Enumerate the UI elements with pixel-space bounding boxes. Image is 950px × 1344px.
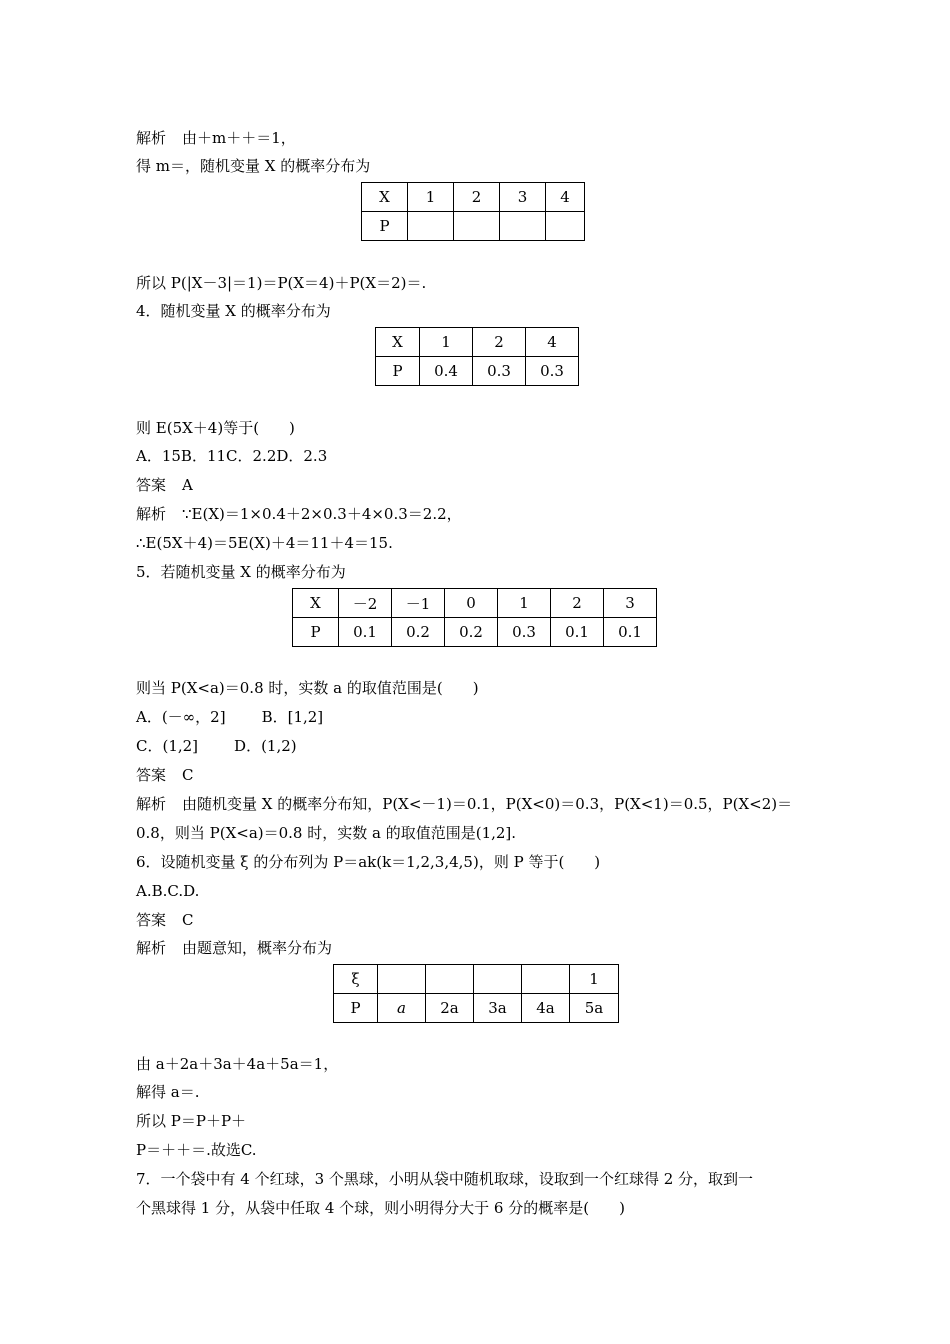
- distribution-table-4: [333, 964, 619, 1023]
- question-5-solution-1: [136, 794, 792, 814]
- table-cell: [454, 212, 500, 241]
- question-5-stem: 则当 P(X<a)＝0.8 时，实数 a 的取值范围是( ): [136, 679, 479, 697]
- table-cell: [426, 965, 474, 994]
- table-cell: 0.2: [392, 618, 445, 647]
- table-cell: 0.2: [445, 618, 498, 647]
- table-cell: 0: [445, 589, 498, 618]
- table-row: [334, 965, 619, 994]
- solution-line-3: 所以 P(|X－3|＝1)＝P(X＝4)＋P(X＝2)＝.: [136, 274, 427, 292]
- question-4-solution-2: ∴E(5X＋4)＝5E(X)＋4＝11＋4＝15.: [136, 534, 393, 552]
- table-cell: 2a: [426, 994, 474, 1023]
- solution-label: 解析: [136, 939, 167, 957]
- answer-label: 答案: [136, 476, 167, 494]
- table-cell: 1: [408, 183, 454, 212]
- solution-label: 解析: [136, 505, 167, 523]
- question-5-options-1: [136, 707, 323, 727]
- table-cell: 0.3: [473, 357, 526, 386]
- question-6-line-3: 所以 P＝P＋P＋: [136, 1112, 247, 1130]
- option-b: B．[1,2]: [261, 708, 324, 726]
- table-cell: X: [293, 589, 339, 618]
- question-6-line-1: 由 a＋2a＋3a＋4a＋5a＝1，: [136, 1055, 339, 1073]
- table-cell: P: [293, 618, 339, 647]
- table-cell: 4: [546, 183, 585, 212]
- question-5-options-2: [136, 736, 297, 756]
- table-row: [362, 212, 585, 241]
- table-cell: 0.3: [526, 357, 579, 386]
- table-cell: 0.1: [551, 618, 604, 647]
- question-7-line-2: 个黑球得 1 分，从袋中任取 4 个球，则小明得分大于 6 分的概率是( ): [136, 1199, 625, 1217]
- distribution-table-1: [361, 182, 585, 241]
- option-a: A．(－∞，2]: [136, 708, 226, 726]
- question-6-title: 6．设随机变量 ξ 的分布列为 P＝ak(k＝1,2,3,4,5)，则 P 等于( ): [136, 853, 601, 871]
- distribution-table-3: [292, 588, 657, 647]
- answer-value: C: [182, 911, 194, 929]
- table-cell: [408, 212, 454, 241]
- answer-value: A: [182, 476, 193, 494]
- question-7-line-1: 7．一个袋中有 4 个红球，3 个黑球，小明从袋中随机取球，设取到一个红球得 2 分，取到一: [136, 1170, 754, 1188]
- question-4-options: A．15B．11C．2.2D．2.3: [136, 447, 328, 465]
- table-cell: －1: [392, 589, 445, 618]
- table-cell: 1: [498, 589, 551, 618]
- solution-line-2: 得 m＝，随机变量 X 的概率分布为: [136, 157, 371, 175]
- question-6-line-2: 解得 a＝.: [136, 1083, 200, 1101]
- question-6-answer: [136, 910, 194, 930]
- table-cell: X: [362, 183, 408, 212]
- option-c: C．(1,2]: [136, 737, 199, 755]
- table-cell: 1: [570, 965, 619, 994]
- table-cell: 1: [420, 328, 473, 357]
- question-6-line-4: P＝＋＋＝.故选C.: [136, 1141, 257, 1159]
- table-cell: [500, 212, 546, 241]
- table-cell: 0.3: [498, 618, 551, 647]
- table-cell: P: [376, 357, 420, 386]
- table-cell: 2: [551, 589, 604, 618]
- table-cell: X: [376, 328, 420, 357]
- table-cell: [378, 965, 426, 994]
- table-cell: 0.4: [420, 357, 473, 386]
- question-4-stem: 则 E(5X＋4)等于( ): [136, 419, 295, 437]
- table-cell: 5a: [570, 994, 619, 1023]
- table-cell: a: [378, 994, 426, 1023]
- table-row: [376, 328, 579, 357]
- solution-label: 解析: [136, 795, 167, 813]
- question-4-title: 4．随机变量 X 的概率分布为: [136, 302, 331, 320]
- table-cell: 2: [454, 183, 500, 212]
- question-5-answer: [136, 765, 194, 785]
- table-cell: 3: [604, 589, 657, 618]
- table-cell: 0.1: [604, 618, 657, 647]
- answer-value: C: [182, 766, 194, 784]
- table-cell: 4: [526, 328, 579, 357]
- solution-text: 由随机变量 X 的概率分布知，P(X<－1)＝0.1，P(X<0)＝0.3，P(X<1)＝0.5，P(X<2)＝: [182, 795, 793, 813]
- table-cell: P: [334, 994, 378, 1023]
- table-cell: 4a: [522, 994, 570, 1023]
- table-cell: 3: [500, 183, 546, 212]
- solution-text: 由题意知，概率分布为: [182, 939, 333, 957]
- answer-label: 答案: [136, 911, 167, 929]
- solution-label: 解析: [136, 129, 167, 147]
- answer-label: 答案: [136, 766, 167, 784]
- option-d: D．(1,2): [234, 737, 297, 755]
- table-cell: P: [362, 212, 408, 241]
- question-4-answer: [136, 475, 193, 495]
- solution-line-1: [136, 128, 296, 148]
- question-5-title: 5．若随机变量 X 的概率分布为: [136, 563, 346, 581]
- table-cell: [522, 965, 570, 994]
- solution-text: 由＋m＋＋＝1，: [182, 129, 296, 147]
- table-cell: [474, 965, 522, 994]
- question-5-solution-2: 0.8，则当 P(X<a)＝0.8 时，实数 a 的取值范围是(1,2].: [136, 824, 517, 842]
- table-cell: 2: [473, 328, 526, 357]
- table-row: [376, 357, 579, 386]
- table-row: [362, 183, 585, 212]
- solution-text: ∵E(X)＝1×0.4＋2×0.3＋4×0.3＝2.2，: [182, 505, 462, 523]
- table-cell: [546, 212, 585, 241]
- table-cell: －2: [339, 589, 392, 618]
- distribution-table-2: [375, 327, 579, 386]
- table-row: [334, 994, 619, 1023]
- table-row: [293, 618, 657, 647]
- question-6-solution: [136, 938, 332, 958]
- question-6-options: A.B.C.D.: [136, 882, 200, 900]
- table-row: [293, 589, 657, 618]
- question-4-solution-1: [136, 504, 462, 524]
- table-cell: ξ: [334, 965, 378, 994]
- table-cell: 3a: [474, 994, 522, 1023]
- table-cell: 0.1: [339, 618, 392, 647]
